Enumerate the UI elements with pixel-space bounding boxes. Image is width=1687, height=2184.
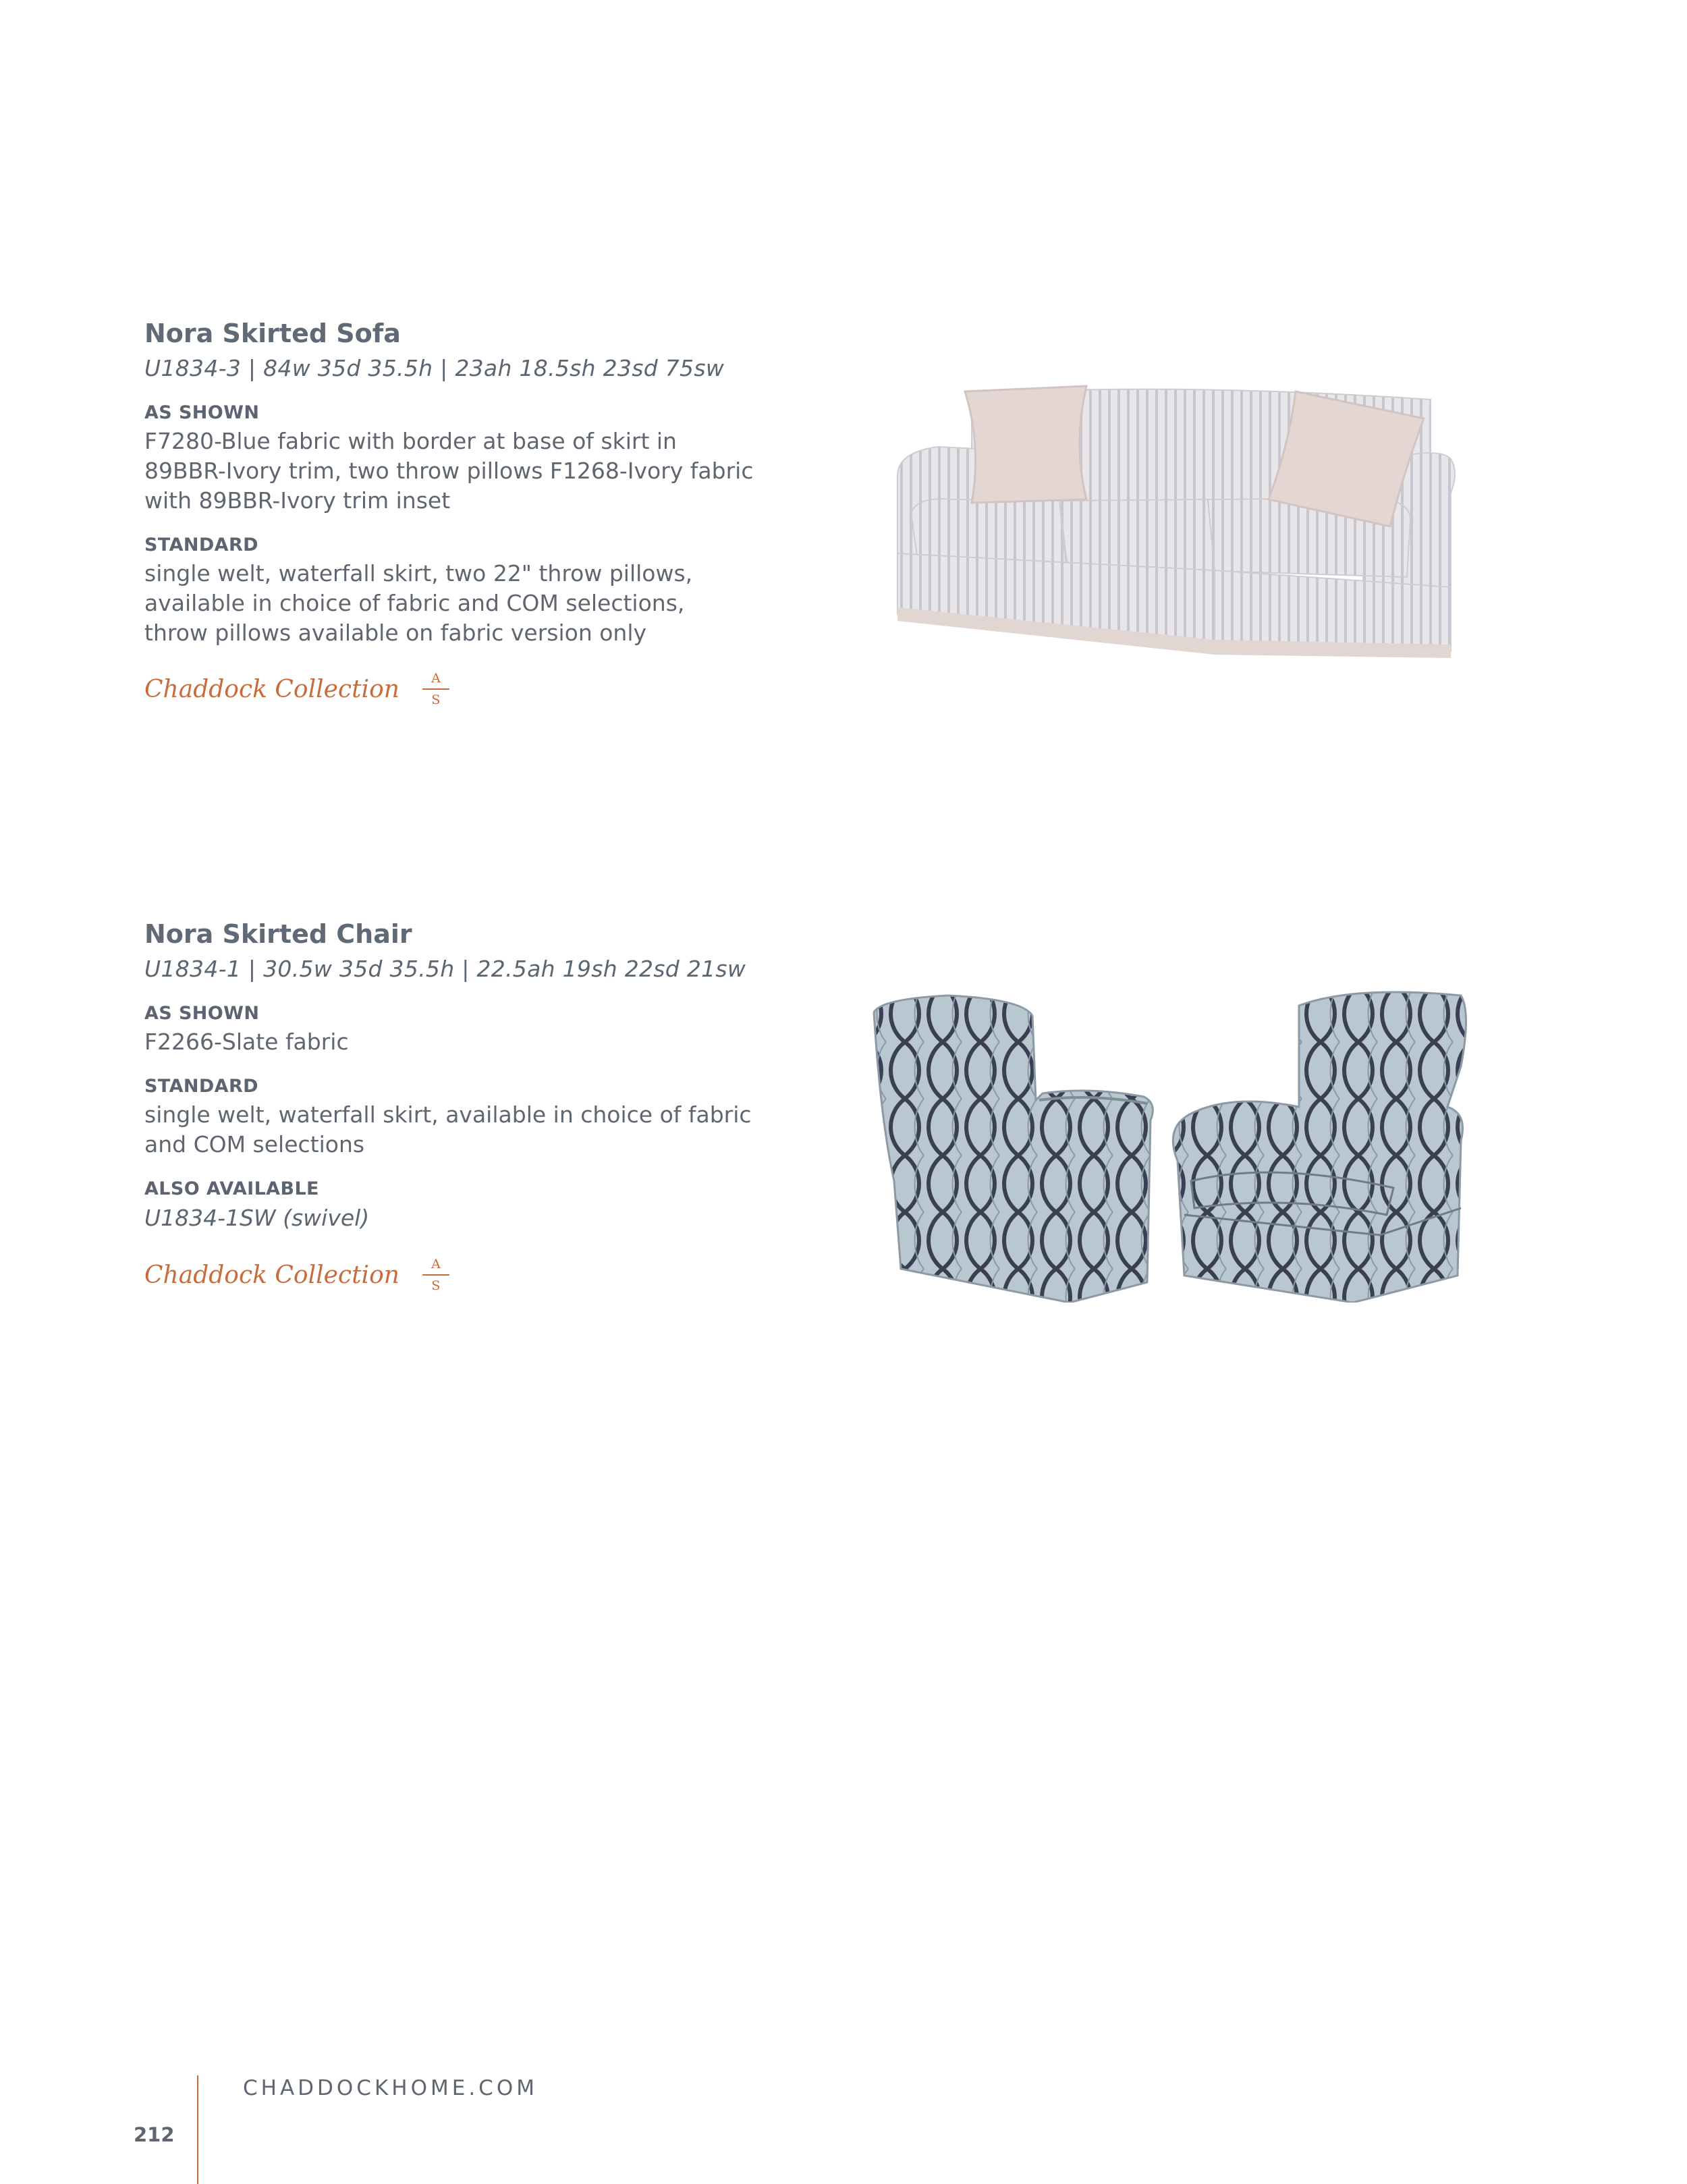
footer-website: CHADDOCKHOME.COM: [243, 2076, 538, 2100]
as-mark: [422, 671, 449, 707]
sofa-photo: [891, 385, 1458, 682]
standard-text: [144, 559, 819, 648]
standard-line: single welt, waterfall skirt, two 22" throw pillows,: [144, 560, 693, 586]
standard-label: STANDARD: [144, 1076, 258, 1097]
as-mark-top: A: [431, 671, 441, 686]
collection-line: [144, 1257, 819, 1293]
as-mark-bar: [422, 1274, 449, 1276]
as-shown-text: [144, 427, 819, 516]
product-title: Nora Skirted Chair: [144, 919, 412, 949]
as-shown-label: AS SHOWN: [144, 1003, 260, 1024]
as-mark-bar: [422, 688, 449, 690]
as-shown-line: with 89BBR-Ivory trim inset: [144, 487, 451, 514]
chair-product: [144, 917, 819, 1293]
product-title: Nora Skirted Sofa: [144, 319, 401, 348]
page-number: 212: [134, 2123, 175, 2146]
standard-line: available in choice of fabric and COM selections,: [144, 590, 685, 616]
as-mark-bottom: S: [431, 1278, 441, 1293]
as-shown-line: F2266-Slate fabric: [144, 1029, 349, 1055]
product-sku: U1834-3 | 84w 35d 35.5h | 23ah 18.5sh 23sd 75sw: [144, 355, 725, 381]
as-shown-text: [144, 1027, 819, 1057]
as-mark: [422, 1257, 449, 1293]
product-sku: U1834-1 | 30.5w 35d 35.5h | 22.5ah 19sh 22sd 21sw: [144, 956, 746, 982]
collection-line: [144, 671, 819, 707]
sofa-product: [144, 316, 819, 707]
standard-line: throw pillows available on fabric version only: [144, 620, 647, 646]
standard-label: STANDARD: [144, 535, 258, 555]
standard-line: single welt, waterfall skirt, available in choice of fabric: [144, 1101, 752, 1128]
also-available-label: ALSO AVAILABLE: [144, 1178, 319, 1199]
as-shown-line: 89BBR-Ivory trim, two throw pillows F1268-Ivory fabric: [144, 458, 754, 484]
as-shown-line: F7280-Blue fabric with border at base of skirt in: [144, 428, 677, 454]
chairs-photo: [867, 985, 1474, 1303]
standard-line: and COM selections: [144, 1131, 365, 1157]
as-mark-top: A: [431, 1257, 441, 1272]
as-shown-label: AS SHOWN: [144, 402, 260, 423]
collection-name: Chaddock Collection: [144, 1261, 399, 1289]
footer-divider: [197, 2075, 198, 2184]
as-mark-bottom: S: [431, 692, 441, 707]
also-available-text: U1834-1SW (swivel): [144, 1205, 370, 1231]
collection-name: Chaddock Collection: [144, 675, 399, 703]
standard-text: [144, 1100, 819, 1159]
